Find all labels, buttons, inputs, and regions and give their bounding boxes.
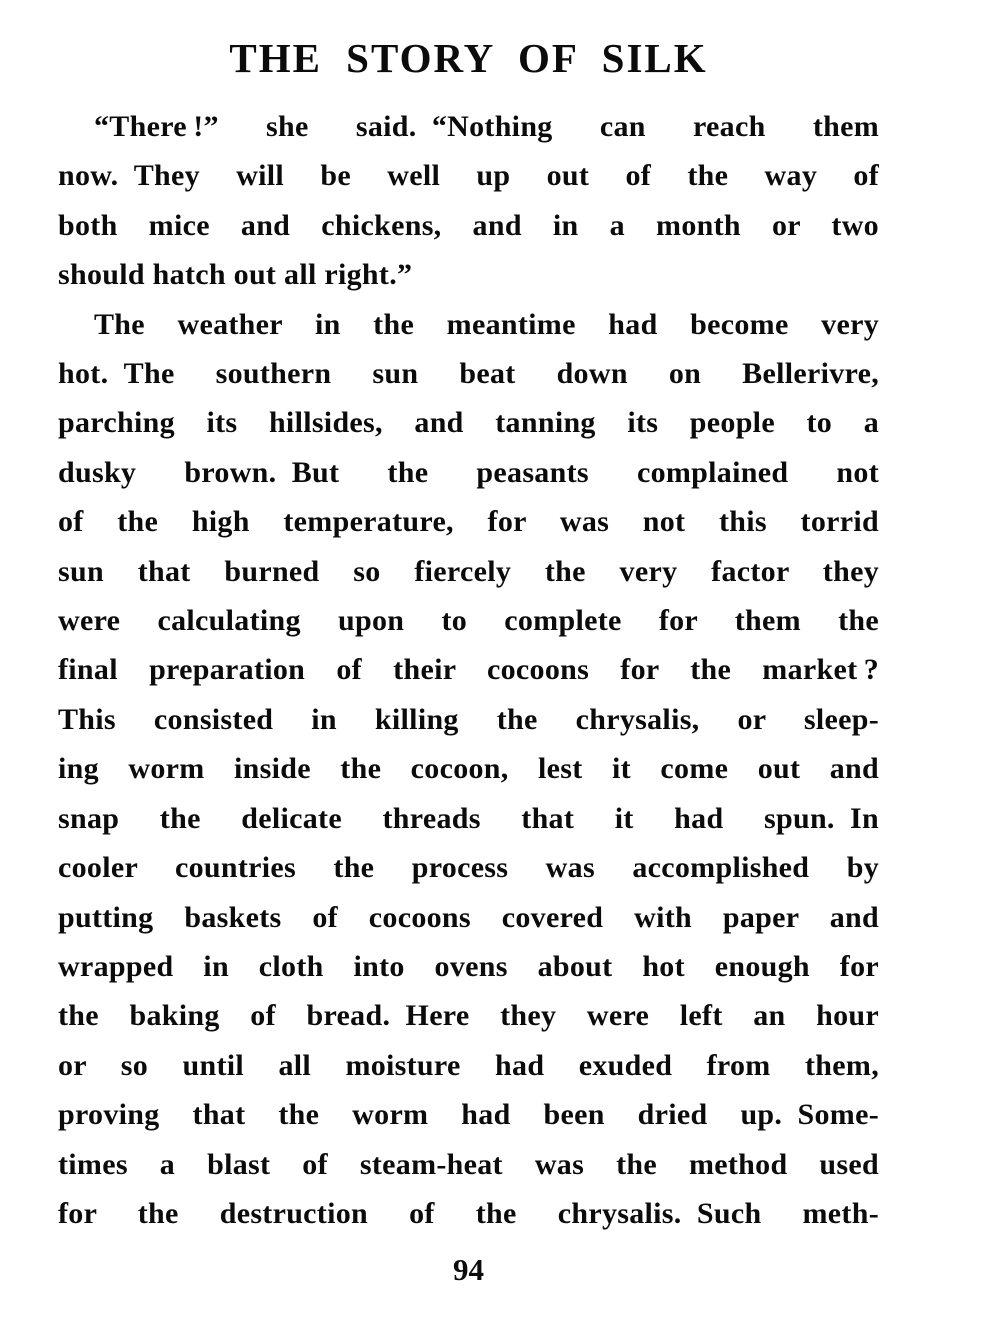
text-line: snap the delicate threads that it had spun. In <box>58 801 879 835</box>
page-title: THE STORY OF SILK <box>229 35 708 81</box>
text-line: “There !” she said. “Nothing can reach them <box>94 110 879 143</box>
text-line: ing worm inside the cocoon, lest it come out and <box>58 752 879 786</box>
text-line: of the high temperature, for was not this torrid <box>58 505 879 539</box>
text-line: or so until all moisture had exuded from them, <box>58 1048 879 1082</box>
text-line: proving that the worm had been dried up. Some- <box>58 1098 879 1132</box>
text-line: were calculating upon to complete for them the <box>58 604 879 638</box>
text-line: cooler countries the process was accomplished by <box>58 851 879 885</box>
text-line: sun that burned so fiercely the very factor they <box>58 554 879 588</box>
text-line: the baking of bread. Here they were left an hour <box>58 999 879 1033</box>
text-line: final preparation of their cocoons for the market ? <box>58 653 879 687</box>
text-line: times a blast of steam-heat was the method used <box>58 1147 879 1181</box>
text-line: putting baskets of cocoons covered with paper and <box>58 900 879 934</box>
text-line: This consisted in killing the chrysalis, or sleep- <box>58 702 879 736</box>
text-line: for the destruction of the chrysalis. Such meth- <box>58 1196 879 1230</box>
text-line: wrapped in cloth into ovens about hot enough for <box>58 949 879 983</box>
text-line: parching its hillsides, and tanning its people to a <box>58 406 879 440</box>
text-line: dusky brown. But the peasants complained not <box>58 455 879 489</box>
text-line: should hatch out all right.” <box>58 258 413 292</box>
text-line: now. They will be well up out of the way of <box>58 159 879 193</box>
text-line: both mice and chickens, and in a month or two <box>58 208 879 242</box>
text-line: The weather in the meantime had become very <box>94 307 879 341</box>
page-number: 94 <box>453 1252 484 1288</box>
text-block <box>58 102 879 1238</box>
text-line: hot. The southern sun beat down on Bellerivre, <box>58 357 879 391</box>
